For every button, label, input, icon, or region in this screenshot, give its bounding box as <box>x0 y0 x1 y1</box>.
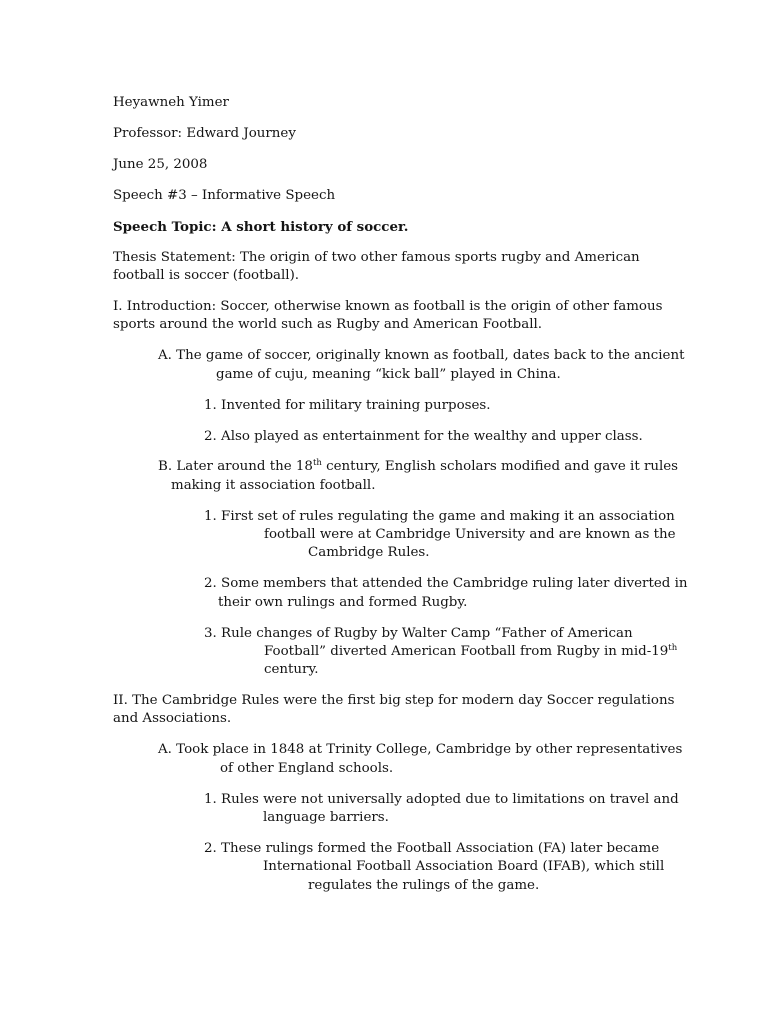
point-2a-line-1: A. Took place in 1848 at Trinity College, Cambridge by other representatives <box>158 742 683 757</box>
point-2a-sub-1-line-2: language barriers. <box>263 810 389 825</box>
point-1b-sub-2-line-2: their own rulings and formed Rugby. <box>218 595 468 610</box>
point-1b-sub-1-line-2: football were at Cambridge University and are known as the <box>264 527 676 542</box>
assignment-line: Speech #3 – Informative Speech <box>113 188 336 203</box>
point-1b-sub-2-line-1: 2. Some members that attended the Cambridge ruling later diverted in <box>204 576 688 591</box>
section-2-heading-line-1: II. The Cambridge Rules were the first big step for modern day Soccer regulations <box>113 693 675 708</box>
superscript-th: th <box>668 643 678 653</box>
point-1a-sub-1: 1. Invented for military training purposes. <box>204 398 491 413</box>
section-1-heading-line-2: sports around the world such as Rugby and American Football. <box>113 317 543 332</box>
point-2a-sub-2-line-1: 2. These rulings formed the Football Association (FA) later became <box>204 841 660 856</box>
point-1a-line-2: game of cuju, meaning “kick ball” played in China. <box>216 367 561 382</box>
point-1a-line-1: A. The game of soccer, originally known as football, dates back to the ancient <box>158 348 685 363</box>
date-line: June 25, 2008 <box>113 157 208 172</box>
speech-topic: Speech Topic: A short history of soccer. <box>113 219 409 235</box>
point-1b-sub-1-line-1: 1. First set of rules regulating the game and making it an association <box>204 509 675 524</box>
point-2a-sub-2-line-3: regulates the rulings of the game. <box>308 878 540 893</box>
point-1b-sub-3-line-2: Football” diverted American Football from Rugby in mid-19th <box>264 643 678 659</box>
point-1b-line-1: B. Later around the 18th century, English scholars modified and gave it rules <box>158 458 679 474</box>
point-1b-line-2: making it association football. <box>171 478 376 493</box>
thesis-line-1: Thesis Statement: The origin of two other famous sports rugby and American <box>113 250 640 265</box>
professor-line: Professor: Edward Journey <box>113 126 296 141</box>
section-2-heading-line-2: and Associations. <box>113 711 232 726</box>
point-2a-line-2: of other England schools. <box>220 761 394 776</box>
point-1b-sub-3-line-1: 3. Rule changes of Rugby by Walter Camp “Father of American <box>204 626 633 641</box>
author-name: Heyawneh Yimer <box>113 95 229 110</box>
point-1b-sub-3-line-3: century. <box>264 662 319 677</box>
superscript-th: th <box>312 458 322 468</box>
point-1a-sub-2: 2. Also played as entertainment for the wealthy and upper class. <box>204 429 643 444</box>
point-1b-sub-1-line-3: Cambridge Rules. <box>308 545 430 560</box>
section-1-heading-line-1: I. Introduction: Soccer, otherwise known as football is the origin of other famous <box>113 299 663 314</box>
point-2a-sub-2-line-2: International Football Association Board (IFAB), which still <box>263 859 665 874</box>
point-2a-sub-1-line-1: 1. Rules were not universally adopted due to limitations on travel and <box>204 792 679 807</box>
thesis-line-2: football is soccer (football). <box>113 268 300 283</box>
